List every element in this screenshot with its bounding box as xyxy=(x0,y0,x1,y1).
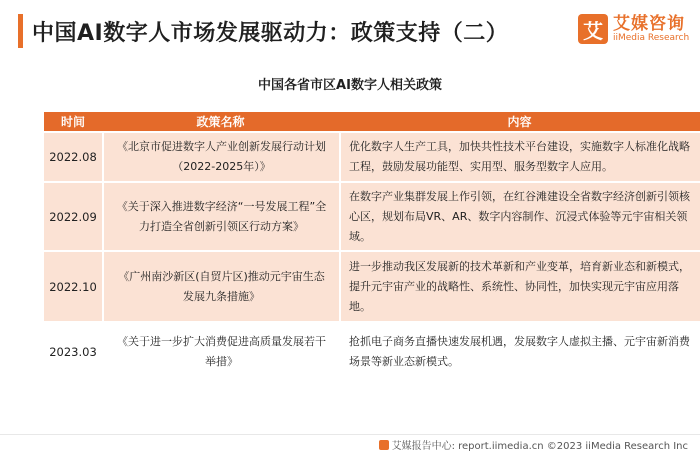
row-policy-name: 《广州南沙新区(自贸片区)推动元宇宙生态发展九条措施》 xyxy=(102,252,339,321)
title-accent-bar xyxy=(18,14,23,48)
row-content: 优化数字人生产工具，加快共性技术平台建设，实施数字人标准化战略工程，鼓励发展功能型、实用型、服务型数字人应用。 xyxy=(339,133,700,181)
row-content: 进一步推动我区发展新的技术革新和产业变革，培育新业态和新模式，提升元宇宙产业的战略性、系统性、协同性，加快实现元宇宙应用落地。 xyxy=(339,252,700,321)
brand-logo-text xyxy=(613,15,689,44)
row-content: 抢抓电子商务直播快速发展机遇，发展数字人虚拟主播、元宇宙新消费场景等新业态新模式。 xyxy=(339,323,700,381)
table-row xyxy=(44,323,700,381)
policy-table xyxy=(44,112,700,381)
footer-divider xyxy=(0,434,700,435)
table-row xyxy=(44,183,700,250)
row-policy-name: 《关于深入推进数字经济“一号发展工程”全力打造全省创新引领区行动方案》 xyxy=(102,183,339,250)
footer-text: 艾媒报告中心: report.iimedia.cn ©2023 iiMedia Research Inc xyxy=(391,441,688,452)
brand-name-en: iiMedia Research xyxy=(613,32,690,43)
row-date: 2022.08 xyxy=(49,150,97,164)
row-policy-name: 《关于进一步扩大消费促进高质量发展若干举措》 xyxy=(102,323,339,381)
row-date: 2023.03 xyxy=(49,345,97,359)
row-policy-name: 《北京市促进数字人产业创新发展行动计划（2022-2025年）》 xyxy=(102,133,339,181)
header-content: 内容 xyxy=(507,115,532,129)
brand-name-cn: 艾媒咨询 xyxy=(613,13,685,34)
table-caption: 中国各省市区AI数字人相关政策 xyxy=(258,78,442,93)
brand-logo-mark: 艾 xyxy=(578,14,608,44)
header-date: 时间 xyxy=(60,115,85,129)
report-center-icon xyxy=(379,440,389,450)
table-header-row xyxy=(44,112,700,131)
brand-logo xyxy=(578,14,689,44)
table-row xyxy=(44,252,700,321)
footer xyxy=(0,437,688,452)
row-date: 2022.10 xyxy=(49,279,97,294)
row-date: 2022.09 xyxy=(49,209,97,224)
page-title: 中国AI数字人市场发展驱动力：政策支持（二） xyxy=(32,21,509,46)
row-content: 在数字产业集群发展上作引领，在红谷滩建设全省数字经济创新引领核心区，规划布局VR、AR、数字内容制作、沉浸式体验等元宇宙相关领域。 xyxy=(339,183,700,250)
header-policy-name: 政策名称 xyxy=(196,115,245,129)
table-row xyxy=(44,133,700,181)
